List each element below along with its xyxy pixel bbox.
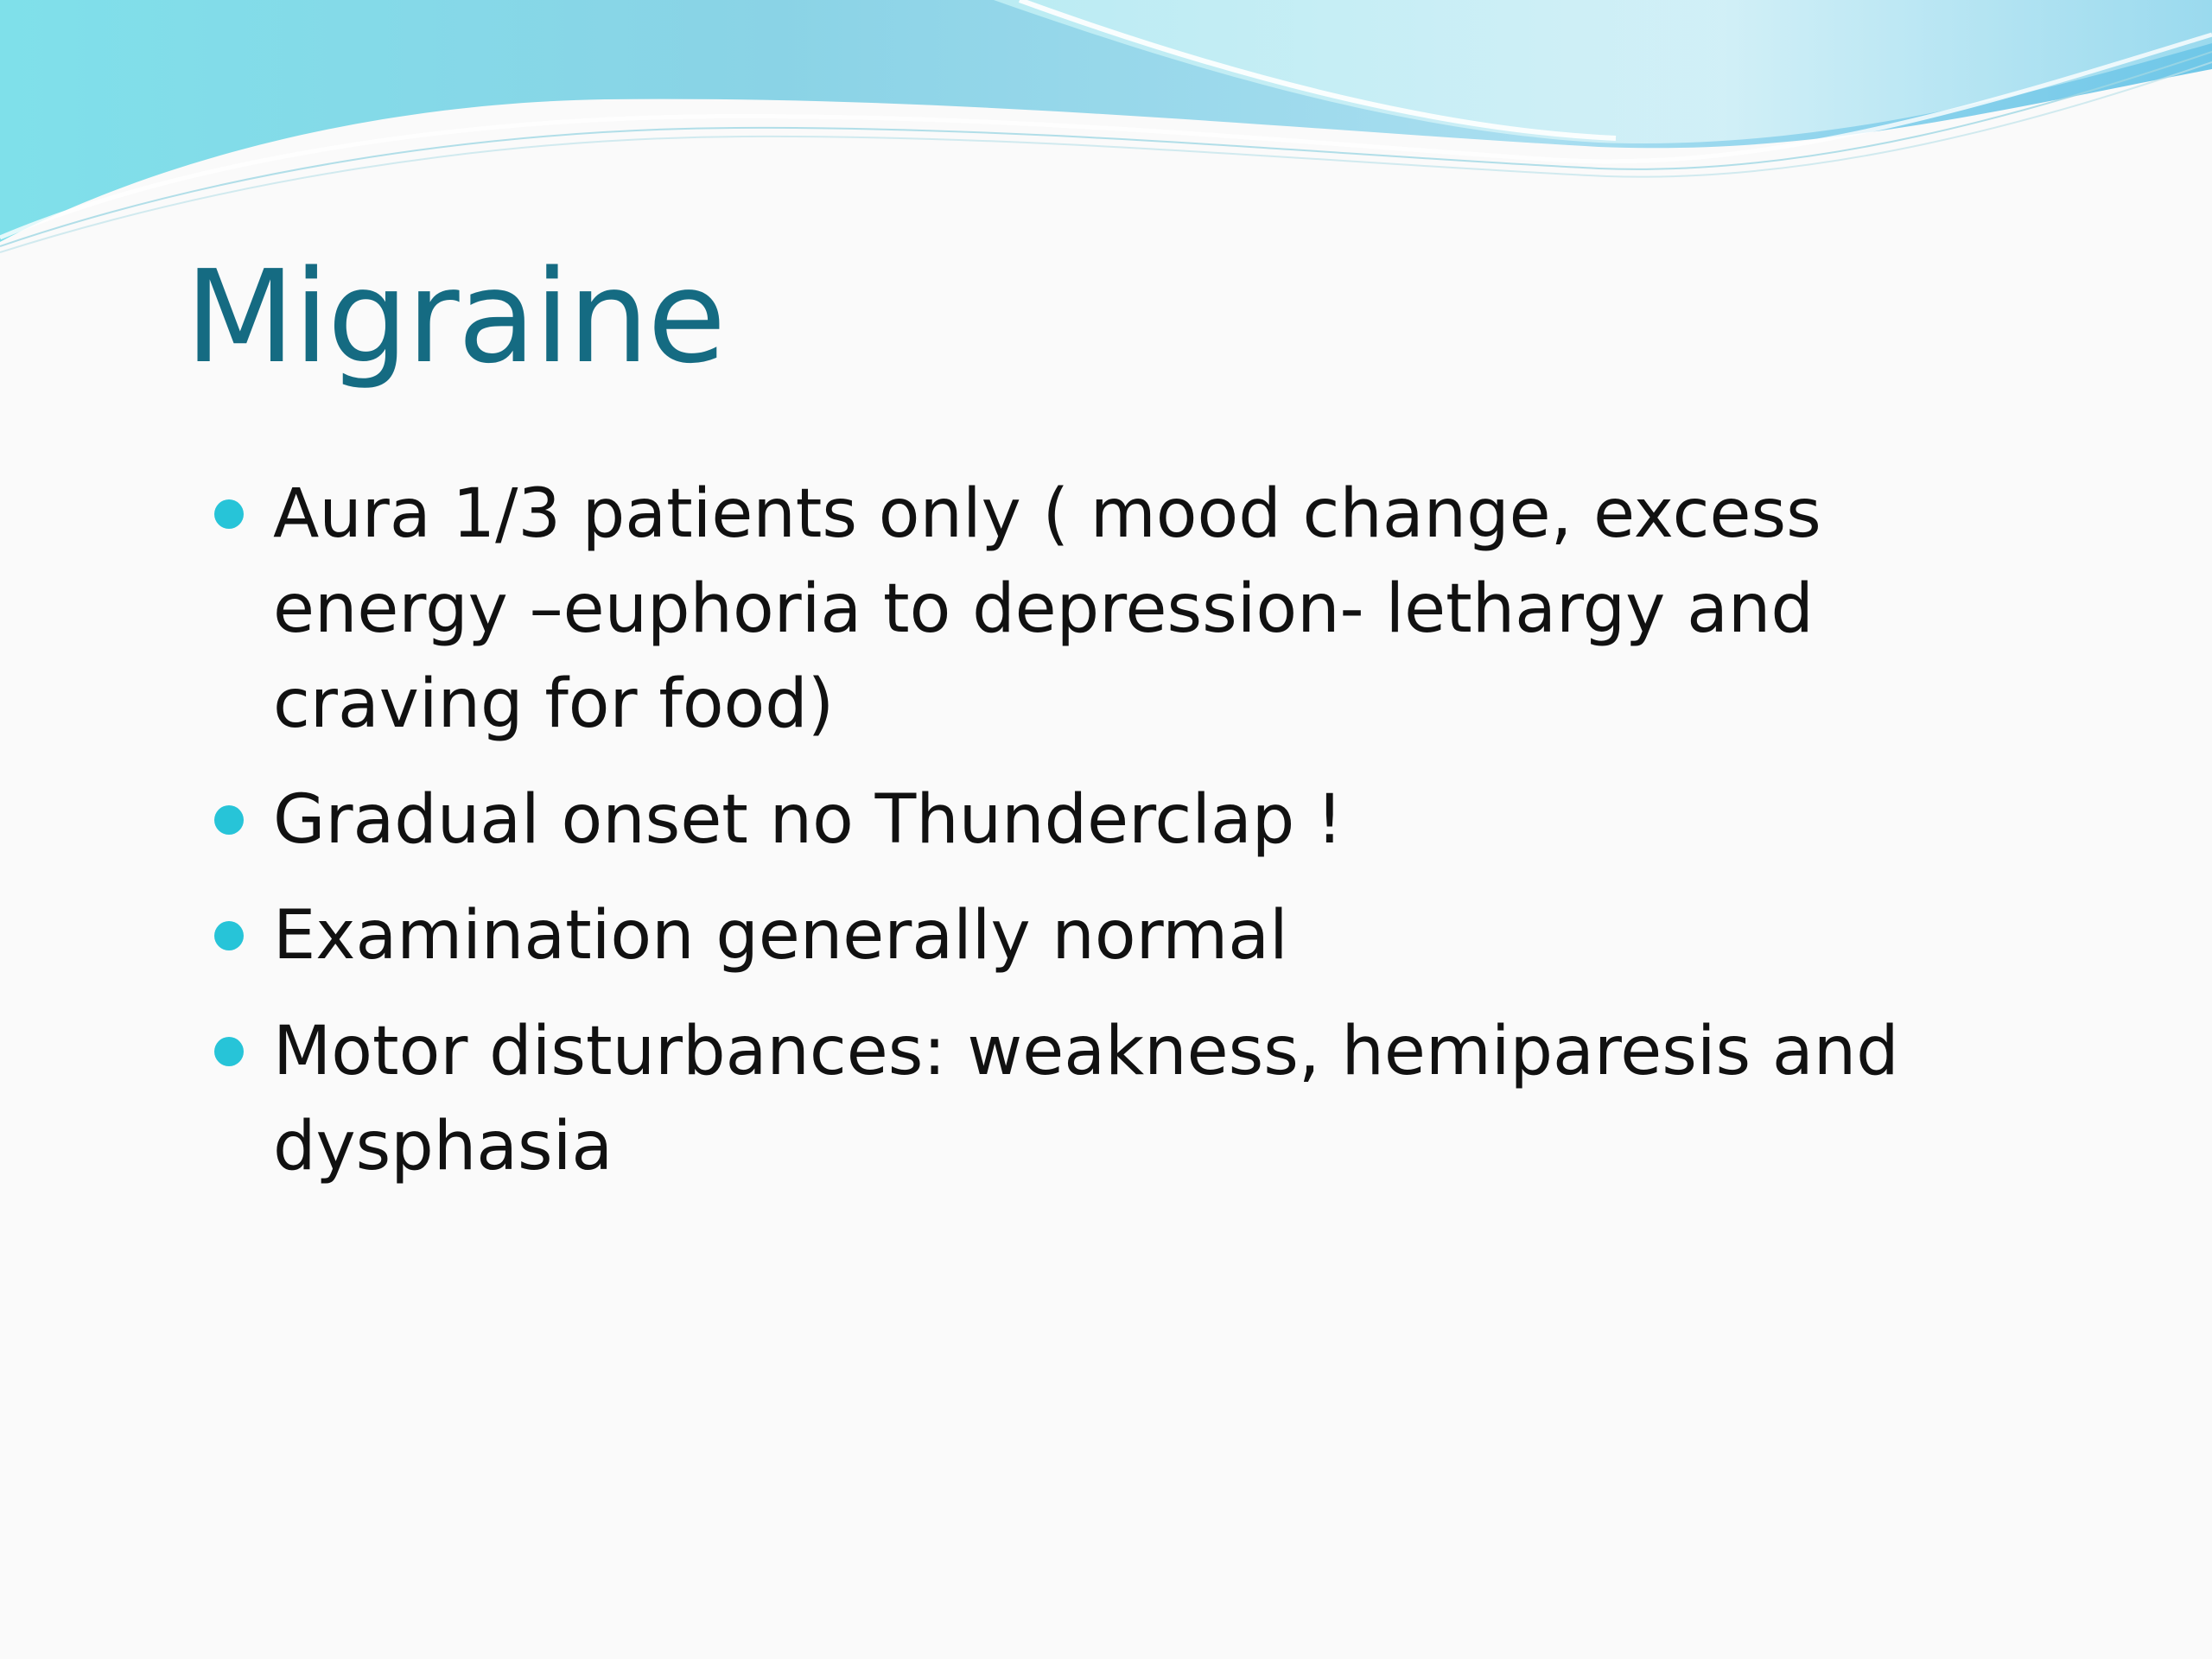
- bullet-list: [273, 467, 2062, 1215]
- bullet-item-onset: [273, 772, 2062, 868]
- bullet-dot-icon: [214, 1037, 244, 1066]
- bullet-text: Aura 1/3 patients only ( mood change, excess energy –euphoria to depression- lethargy and craving for food): [273, 475, 1821, 743]
- bullet-item-examination: [273, 888, 2062, 983]
- bullet-dot-icon: [214, 921, 244, 950]
- bullet-text: Gradual onset no Thunderclap !: [273, 781, 1344, 859]
- header-wave-decoration: [0, 0, 2212, 259]
- bullet-dot-icon: [214, 499, 244, 529]
- slide-title: Migraine: [185, 243, 725, 391]
- bullet-item-motor: [273, 1004, 2062, 1194]
- bullet-text: Motor disturbances: weakness, hemiparesis and dysphasia: [273, 1013, 1899, 1185]
- bullet-text: Examination generally normal: [273, 897, 1288, 975]
- bullet-dot-icon: [214, 805, 244, 835]
- bullet-item-aura: [273, 467, 2062, 752]
